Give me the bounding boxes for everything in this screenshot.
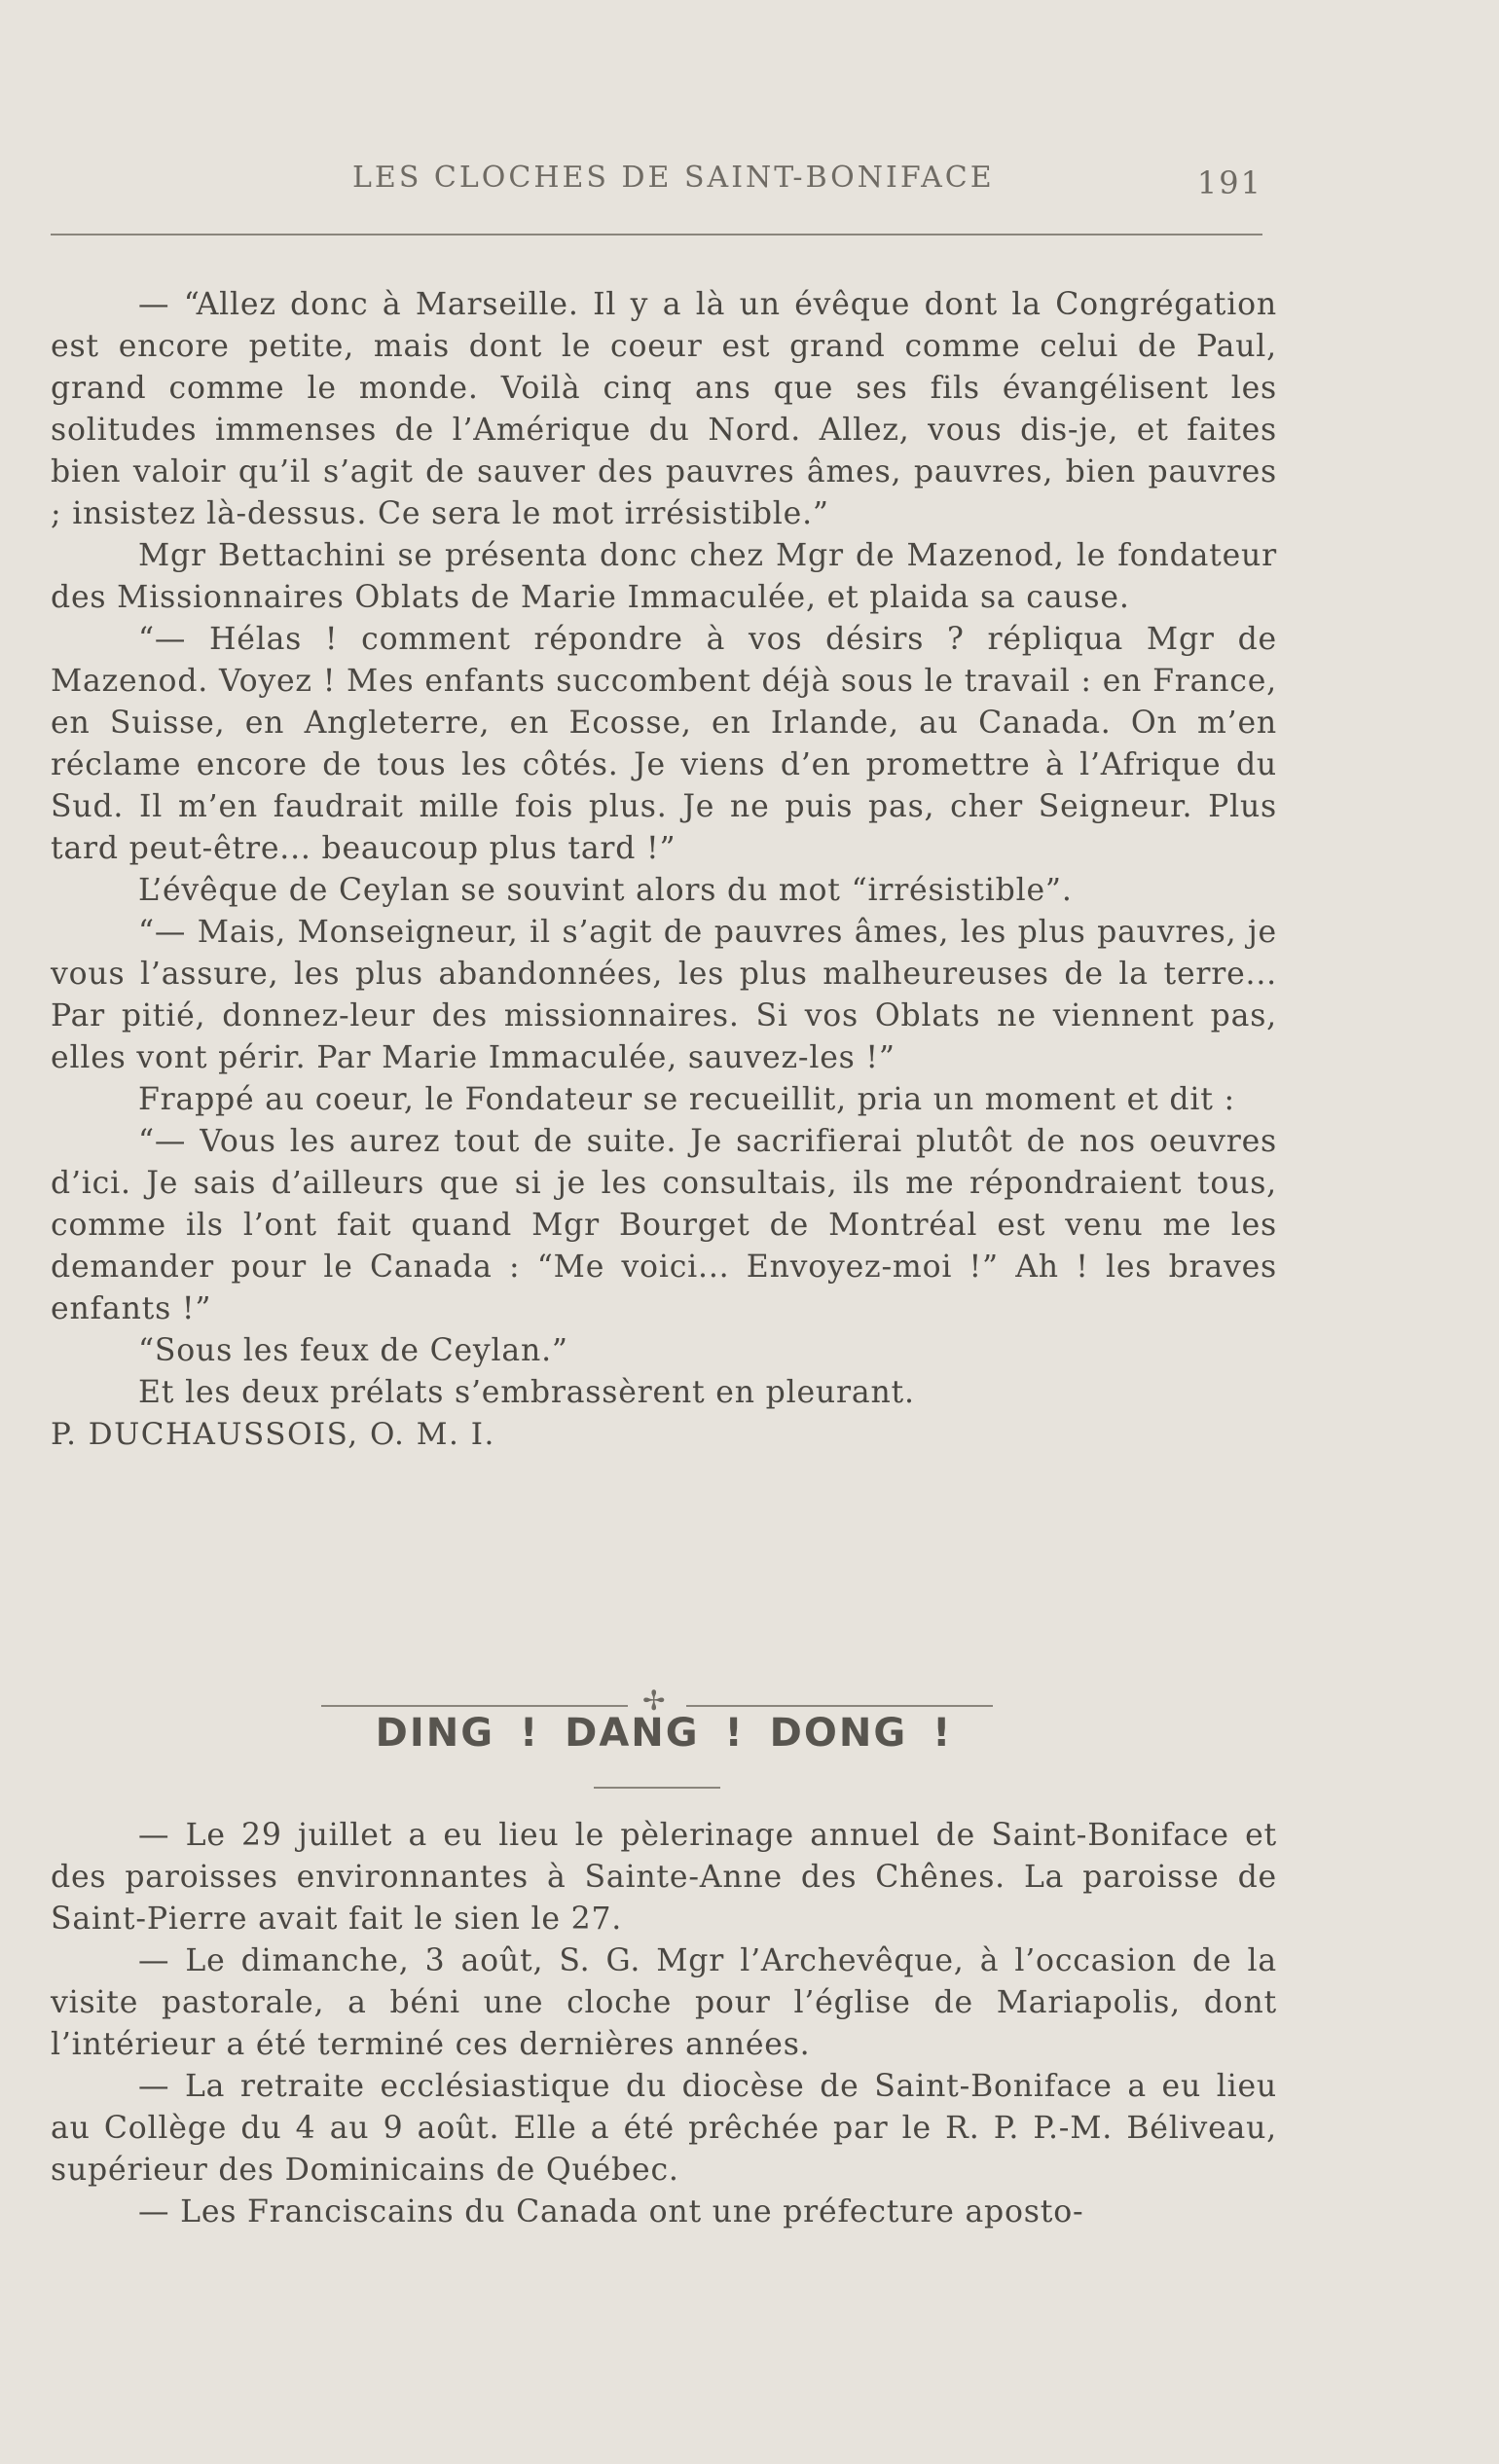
news-item: — Les Franciscains du Canada ont une préfecture aposto- <box>138 2194 1084 2229</box>
news-item: — Le 29 juillet a eu lieu le pèlerinage annuel de Saint-Boniface et des paroisses environnantes à Sainte-Anne des Chênes. La paroisse de Saint-Pierre avait fait le sien le 27. <box>51 1818 1277 1937</box>
header-rule <box>51 234 1262 236</box>
article-body <box>51 284 1277 1456</box>
title-rule <box>594 1787 720 1789</box>
paragraph: “Sous les feux de Ceylan.” <box>138 1333 568 1368</box>
cross-ornament-icon: ✢ <box>642 1685 666 1717</box>
paragraph: “— Mais, Monseigneur, il s’agit de pauvres âmes, les plus pauvres, je vous l’assure, les plus abandonnées, les plus malheureuses de la terre... Par pitié, donnez-leur des missionnaires. Si vos Oblats ne viennent pas, elles vont périr. Par Marie Immaculée, sauvez-les !” <box>51 915 1277 1075</box>
paragraph: “— Vous les aurez tout de suite. Je sacrifierai plutôt de nos oeuvres d’ici. Je sais d’ailleurs que si je les consultais, ils me répondraient tous, comme ils l’ont fait quand Mgr Bourget de Montréal est venu me les demander pour le Canada : “Me voici... Envoyez-moi !” Ah ! les braves enfants !” <box>51 1124 1277 1326</box>
paragraph: Et les deux prélats s’embrassèrent en pleurant. <box>138 1375 915 1410</box>
page-header <box>51 161 1262 209</box>
paragraph: Mgr Bettachini se présenta donc chez Mgr de Mazenod, le fondateur des Missionnaires Oblats de Marie Immaculée, et plaida sa cause. <box>51 538 1277 615</box>
paragraph: — “Allez donc à Marseille. Il y a là un évêque dont la Congrégation est encore petite, mais dont le coeur est grand comme celui de Paul, grand comme le monde. Voilà cinq ans que ses fils évangélisent les solitudes immenses de l’Amérique du Nord. Allez, vous dis-je, et faites bien valoir qu’il s’agit de sauver des pauvres âmes, pauvres, bien pauvres ; insistez là-dessus. Ce sera le mot irrésistible.” <box>51 287 1277 531</box>
news-item: — La retraite ecclésiastique du diocèse de Saint-Boniface a eu lieu au Collège du 4 au 9 août. Elle a été prêchée par le R. P. P.-M. Béliveau, supérieur des Dominicains de Québec. <box>51 2069 1277 2188</box>
paragraph: L’évêque de Ceylan se souvint alors du mot “irrésistible”. <box>138 873 1073 908</box>
paragraph: “— Hélas ! comment répondre à vos désirs ? répliqua Mgr de Mazenod. Voyez ! Mes enfants succombent déjà sous le travail : en France, en Suisse, en Angleterre, en Ecosse, en Irlande, au Canada. On m’en réclame encore de tous les côtés. Je viens d’en promettre à l’Afrique du Sud. Il m’en faudrait mille fois plus. Je ne puis pas, cher Seigneur. Plus tard peut-être... beaucoup plus tard !” <box>51 622 1277 866</box>
author-signature: P. DUCHAUSSOIS, O. M. I. <box>51 1417 495 1452</box>
news-body <box>51 1815 1277 2233</box>
divider-line-left <box>321 1705 628 1707</box>
page-number: 191 <box>1196 164 1262 201</box>
news-item: — Le dimanche, 3 août, S. G. Mgr l’Archevêque, à l’occasion de la visite pastorale, a béni une cloche pour l’église de Mariapolis, dont l’intérieur a été terminé ces dernières années. <box>51 1943 1277 2062</box>
divider-line-right <box>686 1705 993 1707</box>
running-head: LES CLOCHES DE SAINT-BONIFACE <box>352 161 995 195</box>
paragraph: Frappé au coeur, le Fondateur se recueillit, pria un moment et dit : <box>138 1082 1235 1117</box>
section-title: DING ! DANG ! DONG ! <box>375 1711 953 1756</box>
